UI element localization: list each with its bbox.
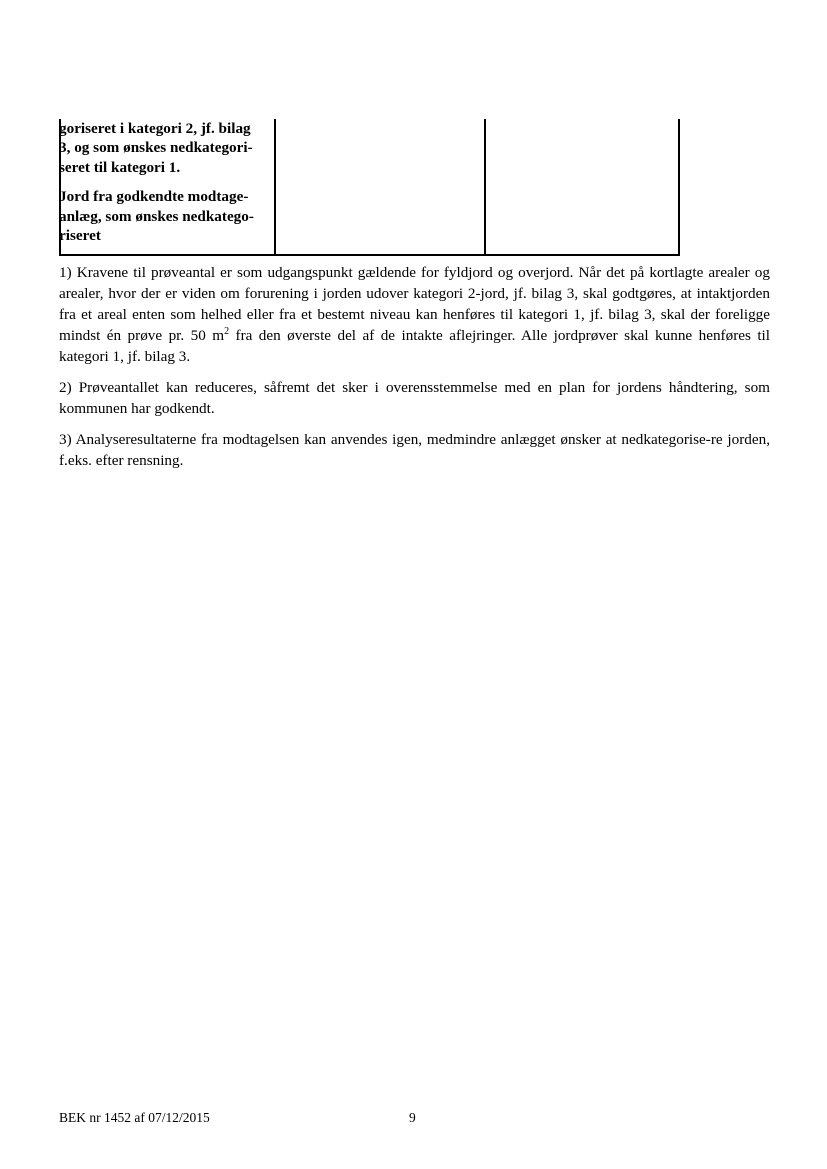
table-row-text: goriseret i kategori 2, jf. bilag 3, og som ønskes nedkategori- seret til kategori 1. [59, 120, 253, 176]
page-number: 9 [409, 1110, 416, 1125]
footer-document-reference: BEK nr 1452 af 07/12/2015 [59, 1110, 210, 1125]
table-column-divider-1 [274, 119, 276, 256]
table-border-bottom [59, 254, 680, 256]
footnote-3: 3) Analyseresultaterne fra modtagelsen kan anvendes igen, medmindre anlægget ønsker at nedkategorise-re jorden, f.eks. efter rensning. [59, 431, 770, 469]
table-cell-category [59, 119, 274, 245]
table-column-divider-2 [484, 119, 486, 256]
table-border-right [678, 119, 680, 256]
superscript: 2 [224, 325, 230, 337]
footnote-2: 2) Prøveantallet kan reduceres, såfremt det sker i overensstemmelse med en plan for jordens håndtering, som kommunen har godkendt. [59, 379, 770, 417]
footnotes [59, 262, 770, 481]
table-row-text: Jord fra godkendte modtage- anlæg, som ønskes nedkatego- riseret [59, 188, 254, 245]
footnote-1: 1) Kravene til prøveantal er som udgangspunkt gældende for fyldjord og overjord. Når det på kortlagte arealer og arealer, hvor der er viden om forurening i jorden udover kategori 2-jord, jf. bilag 3, skal godtgøres, at intaktjorden fra et areal enten som helhed eller fra et bestemt niveau kan henføres til kategori 1, jf. bilag 3, skal der foreligge mindst én prøve pr. 50 $m^2$ fra den øverste del af de intakte aflejringer. Alle jordprøver skal kunne henføres til kategori 1, jf. bilag 3. [59, 264, 770, 365]
soil-table-fragment [59, 119, 680, 256]
